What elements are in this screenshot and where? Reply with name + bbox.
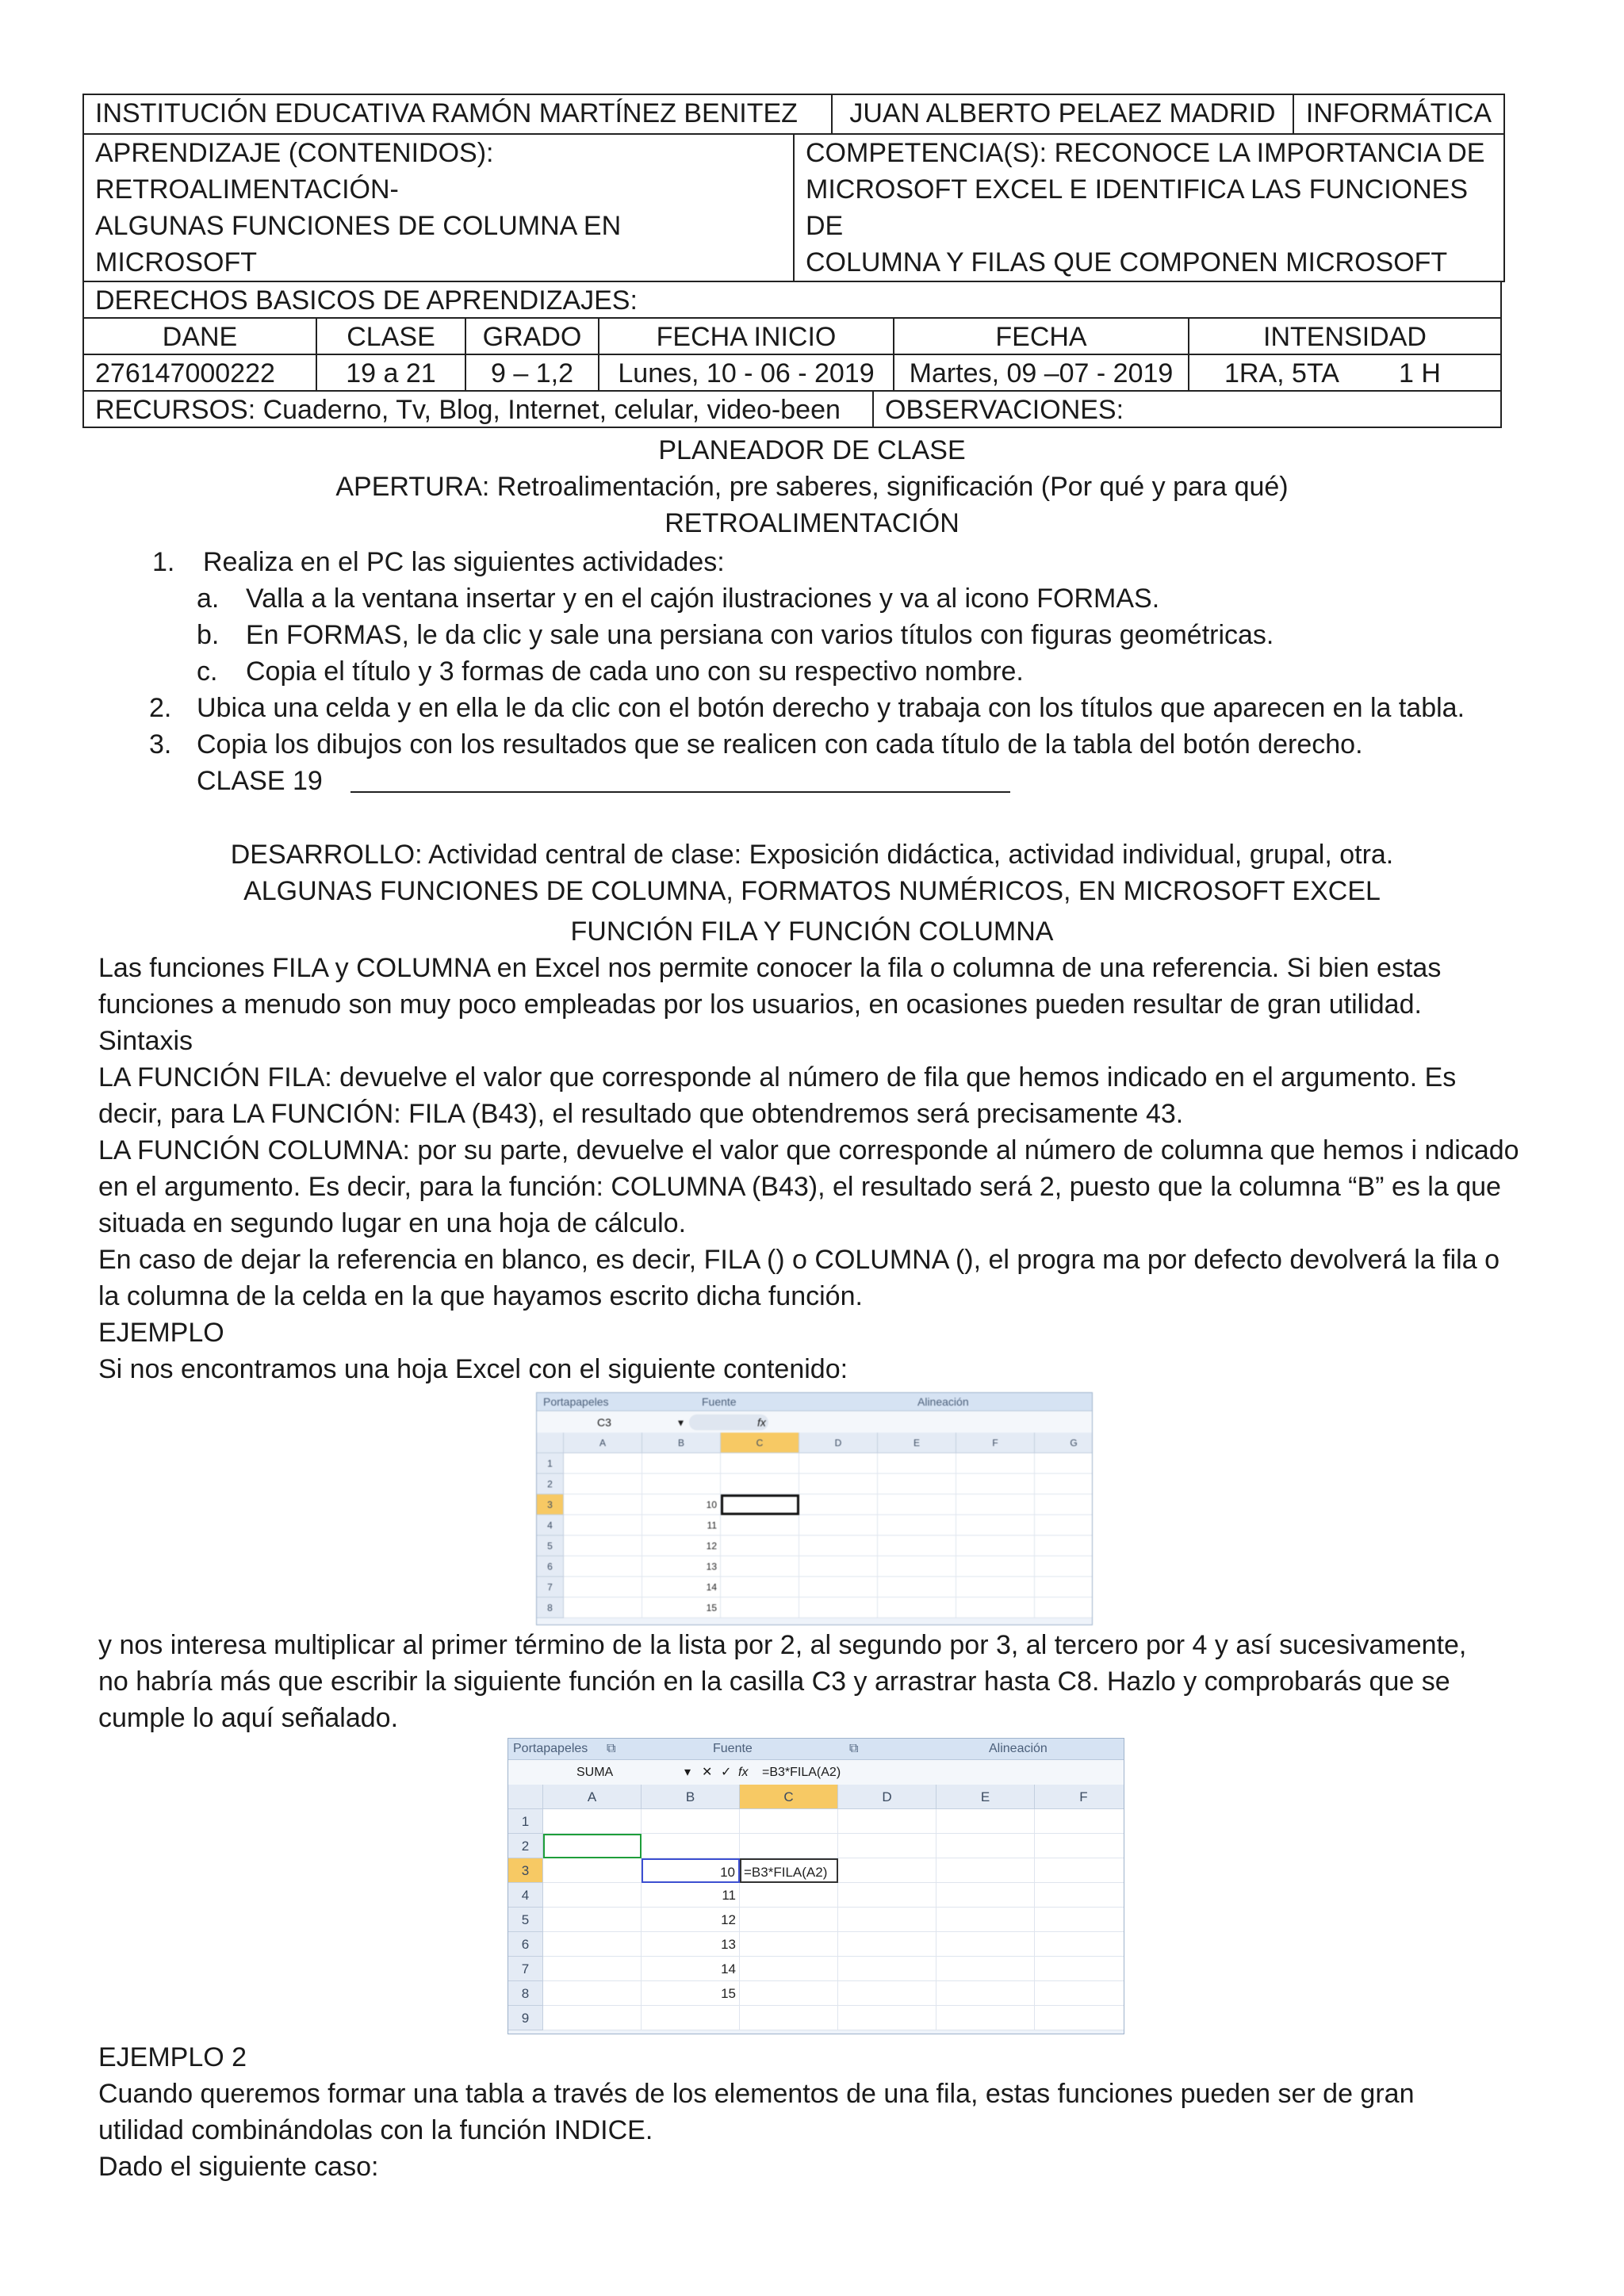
cell-B7[interactable]: 14 xyxy=(642,1577,721,1598)
col-header-intensidad: INTENSIDAD xyxy=(1188,317,1502,355)
column-header-A[interactable]: A xyxy=(564,1433,642,1453)
item-num: 2. xyxy=(149,693,172,723)
excel-screenshot-1 xyxy=(536,1392,1093,1625)
cell-A7[interactable] xyxy=(543,1957,642,1981)
row-header-3[interactable]: 3 xyxy=(508,1858,543,1883)
cell-G4[interactable] xyxy=(1035,1515,1093,1536)
fecha-fin-value: Martes, 09 –07 - 2019 xyxy=(893,354,1189,392)
cell-C2[interactable] xyxy=(721,1474,799,1494)
cell-A7[interactable] xyxy=(564,1577,642,1598)
competencia-cell: COMPETENCIA(S): RECONOCE LA IMPORTANCIA DE MICROSOFT EXCEL E IDENTIFICA LAS FUNCIONES DE COLUMNA Y FILAS QUE COMPONEN MICROSOFT xyxy=(793,133,1505,282)
cell-B8[interactable]: 15 xyxy=(642,1598,721,1618)
cell-E4[interactable] xyxy=(878,1515,956,1536)
cell-E8[interactable] xyxy=(878,1598,956,1618)
cell-A4[interactable] xyxy=(564,1515,642,1536)
cell-F2[interactable] xyxy=(1035,1834,1124,1858)
cell-E7[interactable] xyxy=(878,1577,956,1598)
cell-D5[interactable] xyxy=(799,1536,878,1556)
column-header-A[interactable]: A xyxy=(543,1785,642,1809)
recursos-cell: RECURSOS: Cuaderno, Tv, Blog, Internet, celular, video-been xyxy=(82,390,874,428)
cell-D6[interactable] xyxy=(838,1932,936,1957)
cell-F8[interactable] xyxy=(956,1598,1035,1618)
formula-bar xyxy=(537,1410,1092,1434)
enter-icon[interactable]: ✓ xyxy=(721,1766,732,1779)
cell-A4[interactable] xyxy=(543,1883,642,1908)
cell-C5[interactable] xyxy=(740,1908,838,1932)
cell-E5[interactable] xyxy=(936,1908,1035,1932)
excel-screenshot-2 xyxy=(508,1738,1124,2034)
cell-E4[interactable] xyxy=(936,1883,1035,1908)
cell-G2[interactable] xyxy=(1035,1474,1093,1494)
col-header-fecha-fin: FECHA xyxy=(893,317,1189,355)
cell-D2[interactable] xyxy=(838,1834,936,1858)
ejemplo2-text: EJEMPLO 2 Cuando queremos formar una tabla a través de los elementos de una fila, estas funciones pueden ser de gran utilidad combinándolas con la función INDICE. Dado el siguiente caso: xyxy=(98,2042,1415,2182)
item-num: 1. xyxy=(152,547,175,577)
column-header-D[interactable]: D xyxy=(799,1433,878,1453)
cell-D8[interactable] xyxy=(838,1981,936,2006)
cell-C6[interactable] xyxy=(721,1556,799,1577)
cell-B2[interactable] xyxy=(642,1834,740,1858)
cell-F4[interactable] xyxy=(956,1515,1035,1536)
column-header-D[interactable]: D xyxy=(838,1785,936,1809)
cell-F7[interactable] xyxy=(956,1577,1035,1598)
cell-G6[interactable] xyxy=(1035,1556,1093,1577)
item-text: Valla a la ventana insertar y en el cajón ilustraciones y va al icono FORMAS. xyxy=(246,584,1160,614)
row-header-6[interactable]: 6 xyxy=(537,1556,564,1577)
grado-value: 9 – 1,2 xyxy=(465,354,599,392)
cell-E2[interactable] xyxy=(936,1834,1035,1858)
cell-F4[interactable] xyxy=(1035,1883,1124,1908)
cell-D4[interactable] xyxy=(838,1883,936,1908)
cell-B1[interactable] xyxy=(642,1809,740,1834)
fx-icon: fx xyxy=(757,1416,766,1429)
cell-E2[interactable] xyxy=(878,1474,956,1494)
cell-B3[interactable]: 10 xyxy=(642,1494,721,1515)
dialog-launcher-icon: ⧉ xyxy=(607,1742,616,1755)
column-header-E[interactable]: E xyxy=(878,1433,956,1453)
cell-A2[interactable] xyxy=(543,1834,642,1858)
cell-B5[interactable]: 12 xyxy=(642,1536,721,1556)
cell-G7[interactable] xyxy=(1035,1577,1093,1598)
clase-underline xyxy=(350,791,1010,793)
cell-C4[interactable] xyxy=(721,1515,799,1536)
column-header-F[interactable]: F xyxy=(956,1433,1035,1453)
select-all-corner[interactable] xyxy=(537,1433,564,1453)
row-header-5[interactable]: 5 xyxy=(508,1908,543,1932)
cell-A2[interactable] xyxy=(564,1474,642,1494)
item-num: c. xyxy=(197,656,218,687)
clase-label: CLASE 19 xyxy=(197,766,323,796)
cell-F5[interactable] xyxy=(956,1536,1035,1556)
cell-G1[interactable] xyxy=(1035,1453,1093,1474)
select-all-corner[interactable] xyxy=(508,1785,543,1809)
cell-G5[interactable] xyxy=(1035,1536,1093,1556)
planner-title: PLANEADOR DE CLASE xyxy=(658,435,966,465)
cell-B8[interactable]: 15 xyxy=(642,1981,740,2006)
cell-B7[interactable]: 14 xyxy=(642,1957,740,1981)
cell-C8[interactable] xyxy=(740,1981,838,2006)
column-header-F[interactable]: F xyxy=(1035,1785,1124,1809)
institution-cell: INSTITUCIÓN EDUCATIVA RAMÓN MARTÍNEZ BENITEZ xyxy=(82,94,833,135)
cell-F9[interactable] xyxy=(1035,2006,1124,2030)
formula-buttons xyxy=(689,1414,768,1430)
cell-D6[interactable] xyxy=(799,1556,878,1577)
cell-C3[interactable] xyxy=(721,1494,799,1515)
retro-title: RETROALIMENTACIÓN xyxy=(665,508,959,538)
row-header-8[interactable]: 8 xyxy=(508,1981,543,2006)
intensidad-value: 1RA, 5TA 1 H xyxy=(1188,354,1502,392)
cell-E6[interactable] xyxy=(936,1932,1035,1957)
aprendizaje-cell: APRENDIZAJE (CONTENIDOS): RETROALIMENTACIÓN- ALGUNAS FUNCIONES DE COLUMNA EN MICROSOFT xyxy=(82,133,795,282)
row-header-2[interactable]: 2 xyxy=(537,1474,564,1494)
cell-A5[interactable] xyxy=(543,1908,642,1932)
dialog-launcher-icon: ⧉ xyxy=(849,1742,859,1755)
cell-D1[interactable] xyxy=(799,1453,878,1474)
row-header-4[interactable]: 4 xyxy=(537,1515,564,1536)
cell-A6[interactable] xyxy=(564,1556,642,1577)
cell-E1[interactable] xyxy=(936,1809,1035,1834)
cell-A9[interactable] xyxy=(543,2006,642,2030)
cell-F5[interactable] xyxy=(1035,1908,1124,1932)
col-header-grado: GRADO xyxy=(465,317,599,355)
apertura-line: APERTURA: Retroalimentación, pre saberes, significación (Por qué y para qué) xyxy=(335,472,1289,502)
cell-C8[interactable] xyxy=(721,1598,799,1618)
cell-B1[interactable] xyxy=(642,1453,721,1474)
cell-F6[interactable] xyxy=(1035,1932,1124,1957)
cell-A5[interactable] xyxy=(564,1536,642,1556)
fecha-inicio-value: Lunes, 10 - 06 - 2019 xyxy=(598,354,894,392)
cell-C6[interactable] xyxy=(740,1932,838,1957)
row-header-3[interactable]: 3 xyxy=(537,1494,564,1515)
cell-C9[interactable] xyxy=(740,2006,838,2030)
cell-D9[interactable] xyxy=(838,2006,936,2030)
col-header-clase: CLASE xyxy=(316,317,466,355)
cell-F3[interactable] xyxy=(956,1494,1035,1515)
name-box[interactable]: SUMA xyxy=(576,1766,614,1779)
cell-F3[interactable] xyxy=(1035,1858,1124,1883)
row-header-7[interactable]: 7 xyxy=(537,1577,564,1598)
cell-C3[interactable]: =B3*FILA(A2) xyxy=(740,1858,838,1883)
cell-E7[interactable] xyxy=(936,1957,1035,1981)
subject-cell: INFORMÁTICA xyxy=(1293,94,1505,135)
cell-F2[interactable] xyxy=(956,1474,1035,1494)
cell-E5[interactable] xyxy=(878,1536,956,1556)
row-header-7[interactable]: 7 xyxy=(508,1957,543,1981)
cell-A3[interactable] xyxy=(564,1494,642,1515)
cell-E3[interactable] xyxy=(878,1494,956,1515)
observaciones-cell: OBSERVACIONES: xyxy=(872,390,1502,428)
cell-F6[interactable] xyxy=(956,1556,1035,1577)
body-text-after: y nos interesa multiplicar al primer término de la lista por 2, al segundo por 3, al tercero por 4 y así sucesivamente, no habría más que escribir la siguiente función en la casilla C3 y arrastrar hasta C8. Hazlo y comprobarás que se cumple lo aquí señalado. xyxy=(98,1630,1467,1733)
item-num: b. xyxy=(197,620,220,650)
dropdown-icon: ▾ xyxy=(678,1416,684,1429)
cell-B4[interactable]: 11 xyxy=(642,1883,740,1908)
item-text: Realiza en el PC las siguientes actividades: xyxy=(203,547,725,577)
cell-D7[interactable] xyxy=(799,1577,878,1598)
cell-A8[interactable] xyxy=(564,1598,642,1618)
cell-A3[interactable] xyxy=(543,1858,642,1883)
item-text: Copia los dibujos con los resultados que se realicen con cada título de la tabla del botón derecho. xyxy=(197,729,1363,760)
cell-B2[interactable] xyxy=(642,1474,721,1494)
row-header-1[interactable]: 1 xyxy=(537,1453,564,1474)
cell-C5[interactable] xyxy=(721,1536,799,1556)
cell-B4[interactable]: 11 xyxy=(642,1515,721,1536)
cell-C7[interactable] xyxy=(740,1957,838,1981)
cell-C4[interactable] xyxy=(740,1883,838,1908)
cell-F1[interactable] xyxy=(956,1453,1035,1474)
row-header-6[interactable]: 6 xyxy=(508,1932,543,1957)
cell-D1[interactable] xyxy=(838,1809,936,1834)
cell-A1[interactable] xyxy=(543,1809,642,1834)
formula-value[interactable]: =B3*FILA(A2) xyxy=(762,1766,841,1779)
item-num: 3. xyxy=(149,729,172,760)
formula-bar xyxy=(508,1759,1124,1786)
cell-D4[interactable] xyxy=(799,1515,878,1536)
cell-C2[interactable] xyxy=(740,1834,838,1858)
cell-B9[interactable] xyxy=(642,2006,740,2030)
cell-E3[interactable] xyxy=(936,1858,1035,1883)
cell-A6[interactable] xyxy=(543,1932,642,1957)
column-header-B[interactable]: B xyxy=(642,1785,740,1809)
item-text: Ubica una celda y en ella le da clic con el botón derecho y trabaja con los títulos que aparecen en la tabla. xyxy=(197,693,1465,723)
desarrollo-subtitle: ALGUNAS FUNCIONES DE COLUMNA, FORMATOS NUMÉRICOS, EN MICROSOFT EXCEL xyxy=(243,876,1381,906)
cell-D3[interactable] xyxy=(799,1494,878,1515)
column-header-C[interactable]: C xyxy=(721,1433,799,1453)
clase-value: 19 a 21 xyxy=(316,354,466,392)
cell-F8[interactable] xyxy=(1035,1981,1124,2006)
column-header-G[interactable]: G xyxy=(1035,1433,1093,1453)
cell-F7[interactable] xyxy=(1035,1957,1124,1981)
body-text: Las funciones FILA y COLUMNA en Excel nos permite conocer la fila o columna de una referencia. Si bien estas funciones a menudo son muy poco empleadas por los usuarios, en ocasiones pueden resultar de gran utilidad. Sintaxis LA FUNCIÓN FILA: devuelve el valor que corresponde al número de fila que hemos indicado en el argumento. Es decir, para LA FUNCIÓN: FILA (B43), el resultado que obtendremos será precisamente 43. LA FUNCIÓN COLUMNA: por su parte, devuelve el valor que corresponde al número de columna que hemos i ndicado en el argumento. Es decir, para la función: COLUMNA (B43), el resultado será 2, puesto que la columna “B” es la que situada en segundo lugar en una hoja de cálculo. En caso de dejar la referencia en blanco, es decir, FILA () o COLUMNA (), el progra ma por defecto devolverá la fila o la columna de la celda en la que hayamos escrito dicha función. EJEMPLO Si nos encontramos una hoja Excel con el siguiente contenido: xyxy=(98,953,1519,1384)
fx-icon[interactable]: fx xyxy=(738,1766,749,1779)
column-header-E[interactable]: E xyxy=(936,1785,1035,1809)
cell-E1[interactable] xyxy=(878,1453,956,1474)
desarrollo-title: DESARROLLO: Actividad central de clase: Exposición didáctica, actividad individual, grupal, otra. xyxy=(230,840,1394,870)
row-header-9[interactable]: 9 xyxy=(508,2006,543,2030)
cell-C1[interactable] xyxy=(740,1809,838,1834)
item-text: Copia el título y 3 formas de cada uno con su respectivo nombre. xyxy=(246,656,1024,687)
cell-D8[interactable] xyxy=(799,1598,878,1618)
row-header-8[interactable]: 8 xyxy=(537,1598,564,1618)
item-num: a. xyxy=(197,584,220,614)
cell-B6[interactable]: 13 xyxy=(642,1556,721,1577)
cell-G3[interactable] xyxy=(1035,1494,1093,1515)
cell-A1[interactable] xyxy=(564,1453,642,1474)
cell-G8[interactable] xyxy=(1035,1598,1093,1618)
cell-E6[interactable] xyxy=(878,1556,956,1577)
column-header-C[interactable]: C xyxy=(740,1785,838,1809)
cell-A8[interactable] xyxy=(543,1981,642,2006)
desarrollo-subtitle2: FUNCIÓN FILA Y FUNCIÓN COLUMNA xyxy=(570,916,1054,947)
name-box[interactable]: C3 xyxy=(597,1416,611,1429)
item-text: En FORMAS, le da clic y sale una persiana con varios títulos con figuras geométricas. xyxy=(246,620,1274,650)
cell-C7[interactable] xyxy=(721,1577,799,1598)
ribbon-groups: Portapapeles Fuente Alineación xyxy=(537,1393,1092,1410)
row-header-1[interactable]: 1 xyxy=(508,1809,543,1834)
row-header-4[interactable]: 4 xyxy=(508,1883,543,1908)
cell-D2[interactable] xyxy=(799,1474,878,1494)
cell-E8[interactable] xyxy=(936,1981,1035,2006)
col-header-dane: DANE xyxy=(82,317,317,355)
ribbon-groups: Portapapeles ⧉ Fuente ⧉ Alineación xyxy=(508,1739,1124,1759)
dropdown-icon: ▾ xyxy=(684,1766,691,1779)
cell-D3[interactable] xyxy=(838,1858,936,1883)
cell-B6[interactable]: 13 xyxy=(642,1932,740,1957)
dane-value: 276147000222 xyxy=(82,354,317,392)
row-header-2[interactable]: 2 xyxy=(508,1834,543,1858)
cell-E9[interactable] xyxy=(936,2006,1035,2030)
cell-D7[interactable] xyxy=(838,1957,936,1981)
column-header-B[interactable]: B xyxy=(642,1433,721,1453)
cell-C1[interactable] xyxy=(721,1453,799,1474)
cell-F1[interactable] xyxy=(1035,1809,1124,1834)
cell-D5[interactable] xyxy=(838,1908,936,1932)
cell-B5[interactable]: 12 xyxy=(642,1908,740,1932)
row-header-5[interactable]: 5 xyxy=(537,1536,564,1556)
col-header-fecha-inicio: FECHA INICIO xyxy=(598,317,894,355)
dba-cell: DERECHOS BASICOS DE APRENDIZAJES: xyxy=(82,281,1502,319)
teacher-cell: JUAN ALBERTO PELAEZ MADRID xyxy=(831,94,1294,135)
cancel-icon[interactable]: ✕ xyxy=(702,1766,713,1779)
cell-B3[interactable]: 10 xyxy=(642,1858,740,1883)
